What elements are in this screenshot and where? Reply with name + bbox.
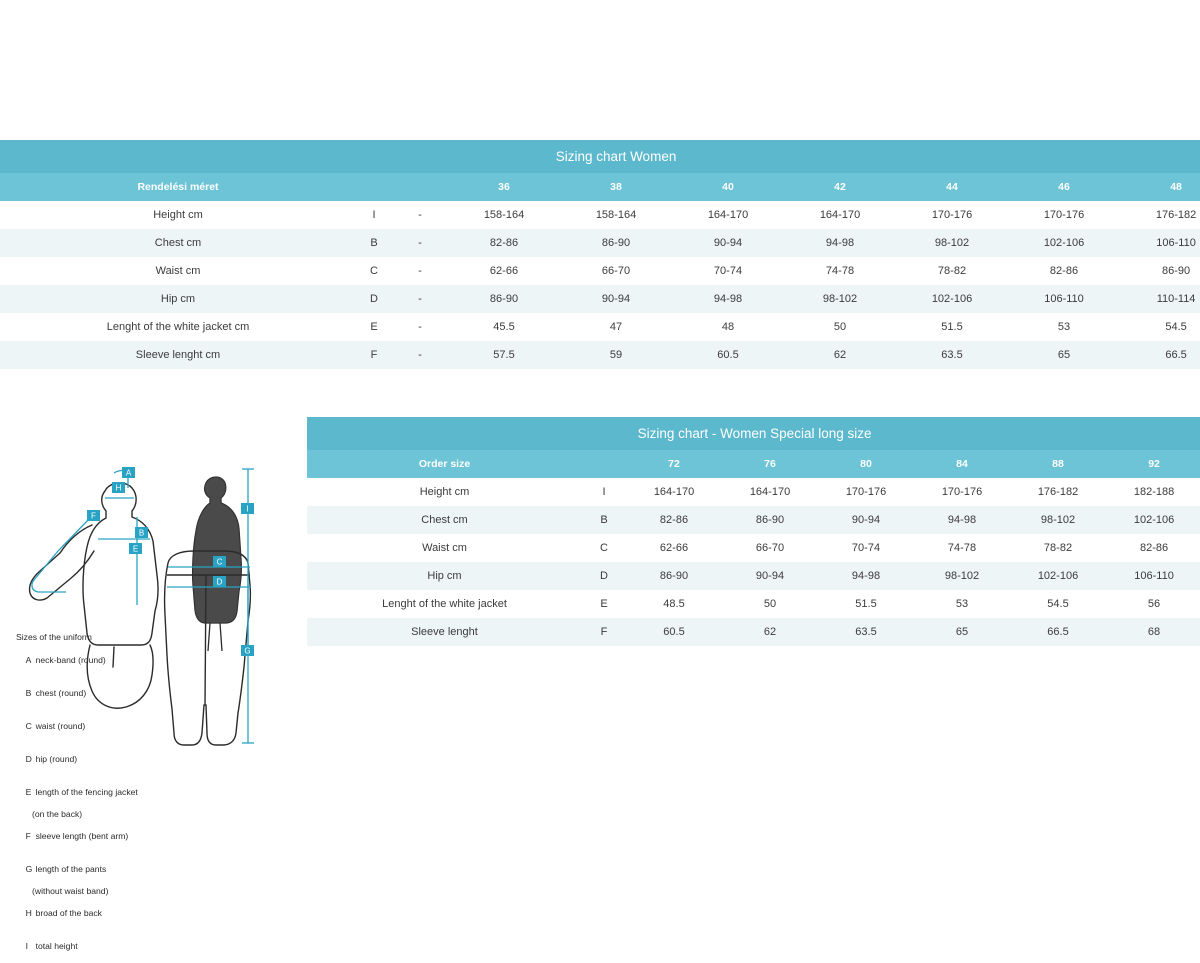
legend (16, 632, 206, 963)
row-dash: - (392, 257, 448, 285)
legend-letter: E (25, 787, 32, 797)
row-code: I (356, 201, 392, 229)
cell-value: 82-86 (1008, 257, 1120, 285)
legend-text: hip (round) (35, 754, 78, 764)
legend-text: broad of the back (35, 908, 102, 918)
row-label: Hip cm (307, 562, 582, 590)
table-row (307, 506, 1200, 534)
cell-value: 51.5 (896, 313, 1008, 341)
cell-value: 98-102 (1010, 506, 1106, 534)
cell-value: 176-182 (1010, 478, 1106, 506)
legend-title: Sizes of the uniform (16, 632, 92, 642)
table-title-row (0, 140, 1200, 173)
row-code: C (582, 534, 626, 562)
row-code: E (582, 590, 626, 618)
column-header-size-92: 92 (1106, 450, 1200, 478)
table-row (0, 257, 1200, 285)
sizing-chart-women-table (0, 140, 1200, 369)
column-header-order-size: Order size (307, 450, 582, 478)
cell-value: 65 (1008, 341, 1120, 369)
legend-letter: A (25, 655, 32, 665)
row-label: Lenght of the white jacket (307, 590, 582, 618)
legend-letter: C (25, 721, 32, 731)
row-code: B (582, 506, 626, 534)
cell-value: 106-110 (1106, 562, 1200, 590)
column-header-code (356, 173, 392, 201)
marker-I: I (246, 504, 249, 514)
cell-value: 90-94 (560, 285, 672, 313)
cell-value: 66-70 (722, 534, 818, 562)
cell-value: 94-98 (784, 229, 896, 257)
table-header-row (0, 173, 1200, 201)
row-dash: - (392, 201, 448, 229)
row-label: Height cm (307, 478, 582, 506)
cell-value: 158-164 (560, 201, 672, 229)
column-header-size-80: 80 (818, 450, 914, 478)
row-dash: - (392, 313, 448, 341)
row-code: F (582, 618, 626, 646)
cell-value: 94-98 (672, 285, 784, 313)
cell-value: 54.5 (1120, 313, 1200, 341)
marker-D: D (216, 577, 223, 587)
cell-value: 53 (1008, 313, 1120, 341)
column-header-size-38: 38 (560, 173, 672, 201)
legend-item (16, 743, 206, 776)
cell-value: 98-102 (896, 229, 1008, 257)
cell-value: 62-66 (626, 534, 722, 562)
column-header-dash (392, 173, 448, 201)
row-label: Chest cm (307, 506, 582, 534)
cell-value: 47 (560, 313, 672, 341)
legend-letter: B (25, 688, 32, 698)
legend-letter: D (25, 754, 32, 764)
column-header-size-44: 44 (896, 173, 1008, 201)
legend-item (16, 710, 206, 743)
cell-value: 74-78 (784, 257, 896, 285)
column-header-size-88: 88 (1010, 450, 1106, 478)
column-header-order-size: Rendelési méret (0, 173, 356, 201)
row-dash: - (392, 341, 448, 369)
row-code: D (356, 285, 392, 313)
cell-value: 90-94 (818, 506, 914, 534)
row-label: Lenght of the white jacket cm (0, 313, 356, 341)
cell-value: 102-106 (1010, 562, 1106, 590)
row-dash: - (392, 229, 448, 257)
legend-item (16, 820, 206, 853)
legend-item (16, 644, 206, 677)
cell-value: 94-98 (818, 562, 914, 590)
legend-text: length of the fencing jacket (35, 787, 138, 797)
cell-value: 70-74 (672, 257, 784, 285)
legend-text: neck-band (round) (35, 655, 106, 665)
row-code: I (582, 478, 626, 506)
column-header-size-76: 76 (722, 450, 818, 478)
cell-value: 98-102 (784, 285, 896, 313)
cell-value: 66.5 (1010, 618, 1106, 646)
table-row (307, 590, 1200, 618)
cell-value: 78-82 (896, 257, 1008, 285)
cell-value: 60.5 (672, 341, 784, 369)
row-code: E (356, 313, 392, 341)
legend-letter: H (25, 908, 32, 918)
row-code: D (582, 562, 626, 590)
row-code: F (356, 341, 392, 369)
cell-value: 170-176 (914, 478, 1010, 506)
legend-letter: F (25, 831, 31, 841)
legend-text: total height (35, 941, 78, 951)
table-row (0, 313, 1200, 341)
cell-value: 102-106 (1106, 506, 1200, 534)
cell-value: 62 (784, 341, 896, 369)
marker-G: G (244, 646, 251, 656)
cell-value: 66-70 (560, 257, 672, 285)
cell-value: 176-182 (1120, 201, 1200, 229)
cell-value: 66.5 (1120, 341, 1200, 369)
cell-value: 182-188 (1106, 478, 1200, 506)
cell-value: 50 (722, 590, 818, 618)
table-header-row (307, 450, 1200, 478)
cell-value: 82-86 (1106, 534, 1200, 562)
table-title: Sizing chart - Women Special long size (307, 417, 1200, 450)
table-row (0, 201, 1200, 229)
cell-value: 48 (672, 313, 784, 341)
marker-H: H (115, 483, 122, 493)
marker-A: A (125, 468, 132, 478)
legend-letter: I (25, 941, 28, 951)
cell-value: 48.5 (626, 590, 722, 618)
cell-value: 106-110 (1008, 285, 1120, 313)
cell-value: 56 (1106, 590, 1200, 618)
cell-value: 82-86 (626, 506, 722, 534)
cell-value: 65 (914, 618, 1010, 646)
row-label: Hip cm (0, 285, 356, 313)
table-row (307, 618, 1200, 646)
cell-value: 74-78 (914, 534, 1010, 562)
column-header-size-72: 72 (626, 450, 722, 478)
row-code: C (356, 257, 392, 285)
row-label: Chest cm (0, 229, 356, 257)
row-dash: - (392, 285, 448, 313)
cell-value: 63.5 (818, 618, 914, 646)
legend-item (16, 930, 206, 963)
table-row (0, 229, 1200, 257)
cell-value: 57.5 (448, 341, 560, 369)
row-label: Sleeve lenght cm (0, 341, 356, 369)
cell-value: 98-102 (914, 562, 1010, 590)
cell-value: 62-66 (448, 257, 560, 285)
cell-value: 106-110 (1120, 229, 1200, 257)
cell-value: 90-94 (722, 562, 818, 590)
legend-item (16, 677, 206, 710)
legend-text: sleeve length (bent arm) (35, 831, 129, 841)
cell-value: 86-90 (1120, 257, 1200, 285)
cell-value: 63.5 (896, 341, 1008, 369)
cell-value: 54.5 (1010, 590, 1106, 618)
cell-value: 68 (1106, 618, 1200, 646)
legend-text: chest (round) (35, 688, 87, 698)
row-code: B (356, 229, 392, 257)
cell-value: 82-86 (448, 229, 560, 257)
cell-value: 78-82 (1010, 534, 1106, 562)
cell-value: 70-74 (818, 534, 914, 562)
row-label: Sleeve lenght (307, 618, 582, 646)
cell-value: 45.5 (448, 313, 560, 341)
cell-value: 86-90 (560, 229, 672, 257)
row-label: Waist cm (0, 257, 356, 285)
table-row (0, 341, 1200, 369)
cell-value: 90-94 (672, 229, 784, 257)
row-label: Waist cm (307, 534, 582, 562)
legend-item (16, 897, 206, 930)
legend-item (16, 853, 206, 886)
cell-value: 86-90 (626, 562, 722, 590)
table-row (307, 534, 1200, 562)
row-label: Height cm (0, 201, 356, 229)
cell-value: 86-90 (722, 506, 818, 534)
table-title: Sizing chart Women (0, 140, 1200, 173)
cell-value: 164-170 (626, 478, 722, 506)
marker-F: F (91, 511, 96, 521)
cell-value: 86-90 (448, 285, 560, 313)
cell-value: 170-176 (896, 201, 1008, 229)
cell-value: 59 (560, 341, 672, 369)
cell-value: 53 (914, 590, 1010, 618)
cell-value: 170-176 (818, 478, 914, 506)
legend-subtext: (without waist band) (32, 886, 109, 896)
marker-B: B (138, 528, 145, 538)
cell-value: 102-106 (1008, 229, 1120, 257)
table-row (307, 478, 1200, 506)
legend-text: waist (round) (35, 721, 86, 731)
cell-value: 50 (784, 313, 896, 341)
column-header-size-48: 48 (1120, 173, 1200, 201)
sizing-chart-women-long-table (307, 417, 1200, 646)
cell-value: 110-114 (1120, 285, 1200, 313)
cell-value: 158-164 (448, 201, 560, 229)
marker-E: E (132, 544, 139, 554)
column-header-size-84: 84 (914, 450, 1010, 478)
table-row (307, 562, 1200, 590)
legend-letter: G (25, 864, 33, 874)
cell-value: 94-98 (914, 506, 1010, 534)
legend-item (16, 776, 206, 809)
cell-value: 102-106 (896, 285, 1008, 313)
table-row (0, 285, 1200, 313)
marker-C: C (216, 557, 223, 567)
column-header-size-40: 40 (672, 173, 784, 201)
cell-value: 170-176 (1008, 201, 1120, 229)
cell-value: 164-170 (722, 478, 818, 506)
column-header-code (582, 450, 626, 478)
legend-subtext: (on the back) (32, 809, 83, 819)
table-title-row (307, 417, 1200, 450)
column-header-size-36: 36 (448, 173, 560, 201)
column-header-size-42: 42 (784, 173, 896, 201)
cell-value: 60.5 (626, 618, 722, 646)
cell-value: 51.5 (818, 590, 914, 618)
cell-value: 62 (722, 618, 818, 646)
cell-value: 164-170 (784, 201, 896, 229)
column-header-size-46: 46 (1008, 173, 1120, 201)
cell-value: 164-170 (672, 201, 784, 229)
legend-text: length of the pants (35, 864, 107, 874)
